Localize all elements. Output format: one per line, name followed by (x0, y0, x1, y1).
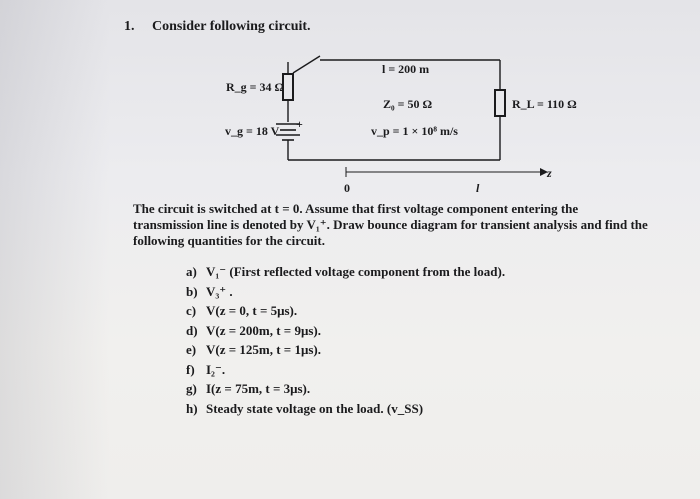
statement-line-3: following quantities for the circuit. (133, 233, 325, 248)
vp-label: v_p = 1 × 10⁸ m/s (371, 124, 458, 138)
question-number: 1. (124, 19, 135, 34)
axis-l-label: l (476, 181, 480, 195)
vg-label: v_g = 18 V (225, 124, 280, 138)
switch-blade (293, 56, 320, 73)
list-item (186, 282, 505, 302)
item-text: V₃⁺ . (206, 283, 233, 299)
item-text: Steady state voltage on the load. (v_SS) (206, 400, 424, 416)
list-item (186, 340, 505, 360)
rg-resistor (283, 74, 293, 100)
statement-line-1: The circuit is switched at t = 0. Assume that first voltage component entering the (133, 201, 579, 216)
list-item (186, 262, 505, 282)
item-text: V(z = 200m, t = 9μs). (206, 322, 321, 338)
item-letter: g) (186, 381, 197, 396)
battery-plus-label: + (296, 117, 303, 131)
item-letter: e) (186, 342, 197, 357)
list-item (186, 379, 505, 399)
item-letter: f) (186, 361, 195, 377)
item-letter: b) (186, 283, 198, 299)
item-letter: c) (186, 303, 197, 318)
z0-label: Z₀ = 50 Ω (383, 97, 433, 111)
item-text: V(z = 125m, t = 1μs). (206, 342, 321, 357)
item-letter: a) (186, 264, 197, 279)
list-item (186, 399, 505, 419)
question-list (186, 262, 505, 418)
axis-z-label: z (547, 166, 552, 180)
rl-resistor (495, 90, 505, 116)
item-text: I(z = 75m, t = 3μs). (206, 381, 311, 396)
problem-statement (133, 201, 653, 249)
circuit-diagram (0, 0, 700, 200)
statement-line-2: transmission line is denoted by V₁⁺. Draw bounce diagram for transient analysis and find the (133, 217, 648, 232)
item-text: I₂⁻. (206, 361, 226, 377)
length-label: l = 200 m (382, 62, 430, 76)
item-text: V₁⁻ (First reflected voltage component from the load). (206, 264, 506, 279)
question-title: Consider following circuit. (152, 19, 311, 34)
list-item (186, 301, 505, 321)
list-item (186, 321, 505, 341)
rg-label: R_g = 34 Ω (226, 80, 285, 94)
item-letter: h) (186, 400, 198, 416)
rl-label: R_L = 110 Ω (512, 97, 577, 111)
item-text: V(z = 0, t = 5μs). (206, 303, 298, 318)
axis-zero-label: 0 (344, 181, 350, 195)
list-item (186, 360, 505, 380)
item-letter: d) (186, 322, 198, 338)
